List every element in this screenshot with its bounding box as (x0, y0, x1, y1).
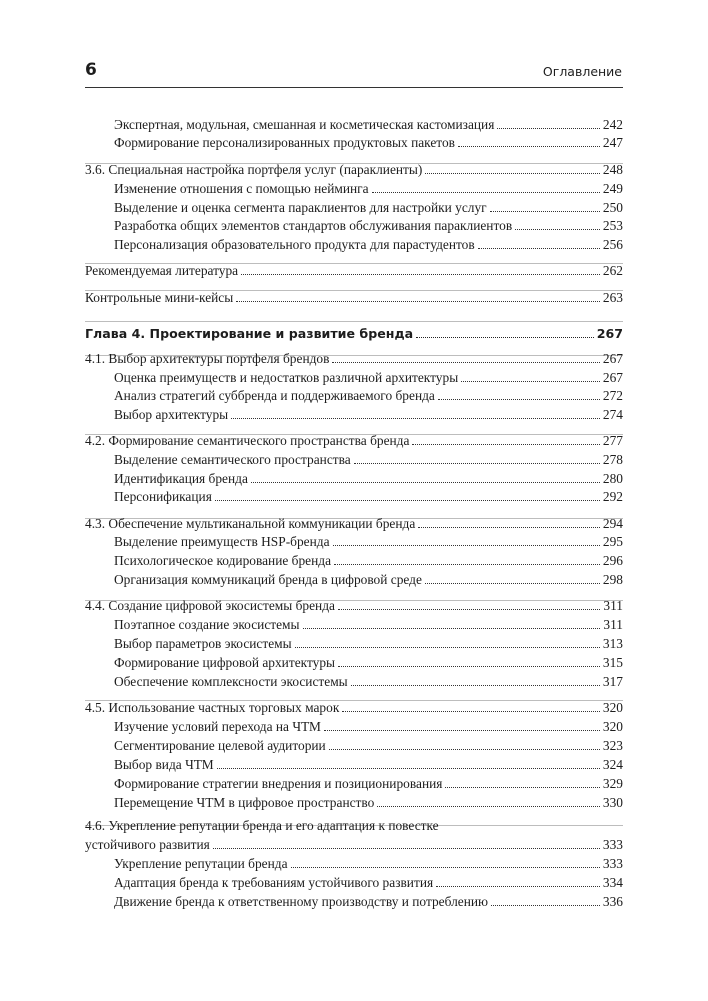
toc-entry-page: 262 (602, 263, 623, 278)
dot-leader (338, 666, 600, 667)
dot-leader (303, 628, 601, 629)
toc-subsection-entry[interactable] (114, 715, 623, 735)
toc-section-entry[interactable] (85, 158, 623, 178)
toc-subsection-entry[interactable] (114, 852, 623, 872)
toc-entry-page: 330 (602, 795, 623, 810)
toc-subsection-entry[interactable] (114, 549, 623, 569)
dot-leader (461, 381, 600, 382)
toc-subsection-entry[interactable] (114, 772, 623, 792)
toc-entry-page: 280 (602, 471, 623, 486)
dot-leader (438, 399, 600, 400)
dot-leader (425, 173, 600, 174)
toc-subsection-entry[interactable] (114, 403, 623, 423)
toc-section-entry[interactable] (85, 512, 623, 532)
dot-leader (338, 609, 600, 610)
toc-entry-title: Выбор архитектуры (114, 407, 229, 422)
toc-entry-page: 323 (602, 738, 623, 753)
toc-subsection-entry[interactable] (114, 613, 623, 633)
dot-leader (231, 418, 600, 419)
dot-leader (241, 274, 600, 275)
dot-leader (351, 685, 600, 686)
toc-entry-page: 313 (602, 636, 623, 651)
dot-leader (436, 886, 600, 887)
toc-entry-page: 311 (603, 598, 623, 613)
dot-leader (333, 545, 600, 546)
dot-leader (425, 583, 600, 584)
toc-subsection-entry[interactable] (114, 568, 623, 588)
running-title: Оглавление (542, 64, 622, 79)
toc-entry-title: Организация коммуникаций бренда в цифровой среде (114, 572, 422, 587)
dot-leader (291, 867, 600, 868)
dot-leader (213, 848, 600, 849)
toc-section-entry[interactable] (85, 347, 623, 367)
toc-entry-page: 334 (602, 875, 623, 890)
dot-leader (334, 564, 600, 565)
toc-entry-page: 292 (602, 489, 623, 504)
toc-entry-page: 248 (602, 162, 623, 177)
toc-entry-title: Изучение условий перехода на ЧТМ (114, 719, 321, 734)
toc-entry-title: Сегментирование целевой аудитории (114, 738, 326, 753)
toc-entry-title: Формирование персонализированных продуктовых пакетов (114, 135, 455, 150)
dot-leader (377, 806, 600, 807)
toc-entry-page: 242 (602, 117, 623, 132)
toc-entry-title: Выбор вида ЧТМ (114, 757, 214, 772)
toc-entry-title: Разработка общих элементов стандартов обслуживания параклиентов (114, 218, 513, 233)
toc-entry-title: Персонификация (114, 489, 212, 504)
toc-entry-page: 336 (602, 894, 623, 909)
toc-subsection-entry[interactable] (114, 233, 623, 253)
toc-entry-page: 320 (602, 719, 623, 734)
toc-section-entry[interactable] (85, 594, 623, 614)
toc-entry-page: 333 (602, 837, 623, 852)
toc-entry-page: 250 (602, 200, 623, 215)
dot-leader (458, 146, 600, 147)
toc-entry-title: Оценка преимуществ и недостатков различной архитектуры (114, 370, 459, 385)
toc-entry-title: Глава 4. Проектирование и развитие бренда (85, 326, 414, 341)
toc-subsection-entry[interactable] (114, 366, 623, 386)
toc-entry-page: 311 (603, 617, 623, 632)
toc-entry-page: 329 (602, 776, 623, 791)
dot-leader (490, 211, 600, 212)
toc-entry-page: 317 (602, 674, 623, 689)
toc-entry-page: 277 (602, 433, 623, 448)
toc-subsection-entry[interactable] (114, 467, 623, 487)
toc-subsection-entry[interactable] (114, 791, 623, 811)
toc-entry-title: 3.6. Специальная настройка портфеля услуг (параклиенты) (85, 162, 423, 177)
toc-section-entry[interactable] (85, 429, 623, 449)
toc-entry-title: устойчивого развития (85, 837, 210, 852)
toc-entry-title: Персонализация образовательного продукта для парастудентов (114, 237, 475, 252)
toc-subsection-entry[interactable] (114, 448, 623, 468)
toc-entry-page: 333 (602, 856, 623, 871)
toc-entry-page: 249 (602, 181, 623, 196)
toc-entry-title: Адаптация бренда к требованиям устойчивого развития (114, 875, 434, 890)
toc-subsection-entry[interactable] (114, 530, 623, 550)
dot-leader (412, 444, 599, 445)
header-rule (85, 87, 623, 88)
dot-leader (295, 647, 600, 648)
toc-entry-page: 295 (602, 534, 623, 549)
toc-entry-title-line1: 4.6. Укрепление репутации бренда и его адаптация к повестке (85, 818, 439, 833)
toc-entry-title: Поэтапное создание экосистемы (114, 617, 300, 632)
dot-leader (215, 500, 600, 501)
toc-entry-title: Выделение и оценка сегмента параклиентов для настройки услуг (114, 200, 487, 215)
dot-leader (515, 229, 600, 230)
dot-leader (478, 248, 600, 249)
toc-entry-title: Рекомендуемая литература (85, 263, 239, 278)
toc-entry-title: 4.1. Выбор архитектуры портфеля брендов (85, 351, 330, 366)
dot-leader (342, 711, 600, 712)
toc-entry-title: Выделение преимуществ HSP-бренда (114, 534, 330, 549)
toc-subsection-entry[interactable] (114, 890, 623, 910)
toc-subsection-entry[interactable] (114, 734, 623, 754)
toc-entry-page: 272 (602, 388, 623, 403)
toc-subsection-entry[interactable] (114, 113, 623, 133)
toc-entry-page: 247 (602, 135, 623, 150)
dot-leader (217, 768, 600, 769)
dot-leader (445, 787, 599, 788)
dot-leader (416, 337, 594, 338)
toc-entry-title: Изменение отношения с помощью нейминга (114, 181, 369, 196)
toc-entry-title: Контрольные мини-кейсы (85, 290, 234, 305)
toc-chapter-entry[interactable] (85, 322, 623, 342)
toc-entry-title: Выделение семантического пространства (114, 452, 351, 467)
toc-subsection-entry[interactable] (114, 177, 623, 197)
toc-section-entry[interactable] (85, 259, 623, 279)
toc-entry-title: 4.5. Использование частных торговых марок (85, 700, 340, 715)
toc-entry-title: Укрепление репутации бренда (114, 856, 288, 871)
toc-entry-title: Анализ стратегий суббренда и поддерживаемого бренда (114, 388, 435, 403)
toc-entry-page: 267 (602, 351, 623, 366)
toc-entry-title: 4.2. Формирование семантического пространства бренда (85, 433, 410, 448)
toc-subsection-entry[interactable] (114, 670, 623, 690)
page-number: 6 (85, 60, 97, 80)
dot-leader (324, 730, 600, 731)
toc-entry-page: 315 (602, 655, 623, 670)
toc-entry-title: 4.3. Обеспечение мультиканальной коммуникации бренда (85, 516, 416, 531)
toc-entry-page: 298 (602, 572, 623, 587)
toc-entry-page: 253 (602, 218, 623, 233)
toc-subsection-entry[interactable] (114, 131, 623, 151)
dot-leader (251, 482, 600, 483)
toc-subsection-entry[interactable] (114, 196, 623, 216)
toc-entry-page: 296 (602, 553, 623, 568)
dot-leader (372, 192, 600, 193)
toc-entry-page: 278 (602, 452, 623, 467)
toc-subsection-entry[interactable] (114, 214, 623, 234)
toc-subsection-entry[interactable] (114, 485, 623, 505)
toc-subsection-entry[interactable] (114, 871, 623, 891)
toc-section-entry[interactable] (85, 833, 623, 853)
dot-leader (418, 527, 600, 528)
dot-leader (329, 749, 600, 750)
toc-entry-page: 324 (602, 757, 623, 772)
toc-subsection-entry[interactable] (114, 651, 623, 671)
toc-section-entry[interactable] (85, 696, 623, 716)
toc-subsection-entry[interactable] (114, 384, 623, 404)
dot-leader (354, 463, 600, 464)
toc-entry-page: 294 (602, 516, 623, 531)
dot-leader (332, 362, 599, 363)
toc-entry-page: 263 (602, 290, 623, 305)
toc-entry-title: Формирование цифровой архитектуры (114, 655, 336, 670)
dot-leader (497, 128, 600, 129)
toc-entry-page: 256 (602, 237, 623, 252)
toc-entry-title: Идентификация бренда (114, 471, 248, 486)
dot-leader (236, 301, 600, 302)
toc-section-entry[interactable] (85, 286, 623, 306)
toc-entry-page: 274 (602, 407, 623, 422)
toc-entry-page: 267 (596, 326, 623, 341)
toc-entry-title: Выбор параметров экосистемы (114, 636, 292, 651)
toc-entry-title: Психологическое кодирование бренда (114, 553, 332, 568)
toc-entry-title: 4.4. Создание цифровой экосистемы бренда (85, 598, 335, 613)
toc-entry-title: Перемещение ЧТМ в цифровое пространство (114, 795, 375, 810)
toc-entry-page: 267 (602, 370, 623, 385)
dot-leader (491, 905, 600, 906)
toc-subsection-entry[interactable] (114, 632, 623, 652)
toc-entry-title: Движение бренда к ответственному производству и потреблению (114, 894, 489, 909)
toc-entry-title: Формирование стратегии внедрения и позиционирования (114, 776, 443, 791)
toc-subsection-entry[interactable] (114, 753, 623, 773)
toc-entry-title: Обеспечение комплексности экосистемы (114, 674, 348, 689)
toc-entry-title: Экспертная, модульная, смешанная и косметическая кастомизация (114, 117, 495, 132)
toc-entry-page: 320 (602, 700, 623, 715)
